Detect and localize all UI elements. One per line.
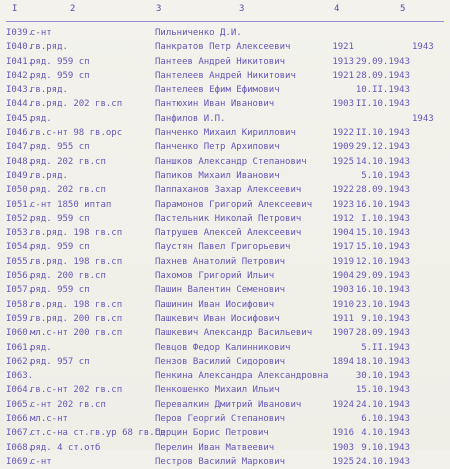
record-name: Панченко Михаил Кириллович xyxy=(155,128,296,139)
record-name: Пашкевич Иван Иосифович xyxy=(155,313,280,324)
record-death-date: 5.II.1943 xyxy=(361,342,410,353)
record-death-date: 12.10.1943 xyxy=(355,256,410,267)
record-row xyxy=(0,83,450,97)
record-row xyxy=(0,240,450,254)
record-number: I057. xyxy=(6,285,34,296)
record-death-date: 5.10.1943 xyxy=(361,170,410,181)
record-number: I046. xyxy=(6,128,34,139)
record-birth-year: 1925 xyxy=(332,156,354,167)
record-row xyxy=(0,312,450,326)
header-rule xyxy=(6,21,444,22)
record-rank-unit: мл.с-нт 200 гв.сп xyxy=(30,328,123,339)
record-number: I058. xyxy=(6,299,34,310)
record-birth-year: 1917 xyxy=(332,242,354,253)
record-number: I041. xyxy=(6,56,34,67)
record-number: I069. xyxy=(6,456,34,467)
record-name: Перелин Иван Матвеевич xyxy=(155,442,275,453)
record-death-date: I.10.1943 xyxy=(361,213,410,224)
record-name: Пантелеев Ефим Ефимович xyxy=(155,85,280,96)
record-row xyxy=(0,198,450,212)
record-rank-unit: гв.ряд. 200 гв.сп xyxy=(30,313,123,324)
record-birth-year: 1916 xyxy=(332,428,354,439)
record-rank-unit: гв.ряд. 198 гв.сп xyxy=(30,299,123,310)
record-death-date: 9.10.1943 xyxy=(361,442,410,453)
column-header-5: 5 xyxy=(400,4,406,14)
record-name: Панфилов И.П. xyxy=(155,113,226,124)
record-number: I042. xyxy=(6,70,34,81)
record-number: I068. xyxy=(6,442,34,453)
record-name: Перевалкин Дмитрий Иванович xyxy=(155,399,302,410)
record-birth-year: 1919 xyxy=(332,256,354,267)
record-name: Пахнев Анатолий Петрович xyxy=(155,256,286,267)
record-rank-unit: гв.с-нт 202 гв.сп xyxy=(30,385,123,396)
record-row xyxy=(0,412,450,426)
record-rank-unit: ряд. xyxy=(30,113,52,124)
record-death-date: 30.10.1943 xyxy=(355,371,410,382)
record-rank-unit: ряд. 202 гв.сп xyxy=(30,185,106,196)
record-extra-year: 1943 xyxy=(412,42,434,53)
record-birth-year: 1912 xyxy=(332,213,354,224)
record-death-date: 29.12.1943 xyxy=(355,142,410,153)
record-number: I059. xyxy=(6,313,34,324)
record-number: I049. xyxy=(6,170,34,181)
record-name: Папиков Михаил Иванович xyxy=(155,170,280,181)
record-birth-year: 1909 xyxy=(332,142,354,153)
record-rank-unit: ряд. 959 сп xyxy=(30,285,90,296)
record-name: Пастельник Николай Петрович xyxy=(155,213,302,224)
records-list xyxy=(0,26,450,469)
record-rank-unit: гв.ряд. 198 гв.сп xyxy=(30,228,123,239)
record-death-date: 4.10.1943 xyxy=(361,428,410,439)
record-birth-year: 1911 xyxy=(332,313,354,324)
column-header-2: 2 xyxy=(70,4,76,14)
record-rank-unit: ряд. 4 ст.отб xyxy=(30,442,101,453)
record-birth-year: 1910 xyxy=(332,299,354,310)
record-extra-year: 1943 xyxy=(412,113,434,124)
record-death-date: 10.II.1943 xyxy=(355,85,410,96)
record-name: Пашин Валентин Семенович xyxy=(155,285,286,296)
record-row xyxy=(0,398,450,412)
record-birth-year: 1903 xyxy=(332,99,354,110)
column-header-row xyxy=(0,4,450,18)
record-row xyxy=(0,155,450,169)
record-name: Панченко Петр Архипович xyxy=(155,142,280,153)
record-number: I047. xyxy=(6,142,34,153)
record-death-date: 16.10.1943 xyxy=(355,285,410,296)
record-number: I067. xyxy=(6,428,34,439)
record-number: I051. xyxy=(6,199,34,210)
record-row xyxy=(0,126,450,140)
record-birth-year: 1913 xyxy=(332,56,354,67)
record-row xyxy=(0,426,450,440)
record-name: Пензов Василий Сидорович xyxy=(155,356,286,367)
record-birth-year: 1921 xyxy=(332,70,354,81)
record-row xyxy=(0,212,450,226)
record-rank-unit: ряд. 959 сп xyxy=(30,70,90,81)
record-death-date: 29.09.1943 xyxy=(355,271,410,282)
record-rank-unit: ряд. 959 сп xyxy=(30,213,90,224)
record-rank-unit: гв.с-нт 98 гв.орс xyxy=(30,128,123,139)
record-birth-year: 1924 xyxy=(332,399,354,410)
record-death-date: 24.10.1943 xyxy=(355,456,410,467)
record-rank-unit: с-нт xyxy=(30,456,52,467)
record-name: Пашинин Иван Иосифович xyxy=(155,299,275,310)
record-row xyxy=(0,269,450,283)
record-name: Пестров Василий Маркович xyxy=(155,456,286,467)
record-birth-year: 1925 xyxy=(332,456,354,467)
record-death-date: 28.09.1943 xyxy=(355,328,410,339)
record-rank-unit: ряд. 202 гв.сп xyxy=(30,156,106,167)
record-number: I061. xyxy=(6,342,34,353)
record-birth-year: 1903 xyxy=(332,285,354,296)
record-name: Певцов Федор Калинникович xyxy=(155,342,291,353)
record-row xyxy=(0,112,450,126)
record-birth-year: 1903 xyxy=(332,442,354,453)
record-death-date: 23.10.1943 xyxy=(355,299,410,310)
record-rank-unit: гв.ряд. 202 гв.сп xyxy=(30,99,123,110)
record-name: Пантюхин Иван Иванович xyxy=(155,99,275,110)
record-rank-unit: гв.ряд. xyxy=(30,85,68,96)
record-name: Пашкевич Александр Васильевич xyxy=(155,328,313,339)
column-header-1: I xyxy=(12,4,18,14)
record-row xyxy=(0,341,450,355)
record-death-date: 28.09.1943 xyxy=(355,70,410,81)
record-number: I065. xyxy=(6,399,34,410)
record-death-date: 29.09.1943 xyxy=(355,56,410,67)
record-number: I054. xyxy=(6,242,34,253)
record-name: Пильниченко Д.И. xyxy=(155,28,242,38)
record-death-date: 15.10.1943 xyxy=(355,242,410,253)
record-death-date: 9.10.1943 xyxy=(361,313,410,324)
record-death-date: 15.10.1943 xyxy=(355,228,410,239)
record-name: Пантелеев Андрей Никитович xyxy=(155,70,296,81)
record-row xyxy=(0,97,450,111)
record-row xyxy=(0,183,450,197)
record-number: I044. xyxy=(6,99,34,110)
record-number: I045. xyxy=(6,113,34,124)
record-death-date: 24.10.1943 xyxy=(355,399,410,410)
record-rank-unit: гв.ряд. xyxy=(30,42,68,53)
record-rank-unit: мл.с-нт xyxy=(30,414,68,425)
record-name: Парамонов Григорий Алексеевич xyxy=(155,199,313,210)
record-number: I050. xyxy=(6,185,34,196)
record-row xyxy=(0,226,450,240)
column-header-3b: 3 xyxy=(239,4,245,14)
record-row xyxy=(0,169,450,183)
column-header-4: 4 xyxy=(334,4,340,14)
record-number: I053. xyxy=(6,228,34,239)
record-birth-year: 1904 xyxy=(332,228,354,239)
record-name: Патрушев Алексей Алексеевич xyxy=(155,228,302,239)
record-rank-unit: с-нт 1850 иптап xyxy=(30,199,112,210)
record-death-date: 6.10.1943 xyxy=(361,414,410,425)
record-row xyxy=(0,283,450,297)
record-name: Паустян Павел Григорьевич xyxy=(155,242,291,253)
record-number: I056. xyxy=(6,271,34,282)
record-number: I060. xyxy=(6,328,34,339)
record-birth-year: 1922 xyxy=(332,128,354,139)
record-birth-year: 1894 xyxy=(332,356,354,367)
record-name: Паппаханов Захар Алексеевич xyxy=(155,185,302,196)
record-birth-year: 1907 xyxy=(332,328,354,339)
record-row xyxy=(0,55,450,69)
record-number: I063. xyxy=(6,371,34,382)
record-rank-unit: с-нт 202 гв.сп xyxy=(30,399,106,410)
record-death-date: 14.10.1943 xyxy=(355,156,410,167)
record-name: Пенкина Александра Александровна xyxy=(155,371,329,382)
record-row xyxy=(0,455,450,469)
record-birth-year: 1922 xyxy=(332,185,354,196)
record-name: Панкратов Петр Алексеевич xyxy=(155,42,291,53)
record-death-date: II.10.1943 xyxy=(355,99,410,110)
record-row xyxy=(0,383,450,397)
record-name: Перов Георгий Степанович xyxy=(155,414,286,425)
record-rank-unit: ряд. 200 гв.сп xyxy=(30,271,106,282)
record-number: I040. xyxy=(6,42,34,53)
record-death-date: II.10.1943 xyxy=(355,128,410,139)
record-rank-unit: ряд. 955 сп xyxy=(30,142,90,153)
record-rank-unit: гв.ряд. 198 гв.сп xyxy=(30,256,123,267)
record-rank-unit: ст.с-на ст.гв.ур 68 гв.сд xyxy=(30,428,166,439)
record-name: Пантеев Андрей Никитович xyxy=(155,56,286,67)
record-name: Паншков Александр Степанович xyxy=(155,156,307,167)
record-row xyxy=(0,26,450,40)
record-number: I064. xyxy=(6,385,34,396)
record-birth-year: 1904 xyxy=(332,271,354,282)
record-number: I066. xyxy=(6,414,34,425)
record-death-date: 15.10.1943 xyxy=(355,385,410,396)
record-rank-unit: ряд. 959 сп xyxy=(30,56,90,67)
record-birth-year: 1923 xyxy=(332,199,354,210)
record-rank-unit: с-нт xyxy=(30,28,52,38)
record-death-date: 18.10.1943 xyxy=(355,356,410,367)
record-name: Пахомов Григорий Ильич xyxy=(155,271,275,282)
record-row xyxy=(0,255,450,269)
record-row xyxy=(0,369,450,383)
record-rank-unit: гв.ряд. xyxy=(30,170,68,181)
record-name: Перцин Борис Петрович xyxy=(155,428,269,439)
record-rank-unit: ряд. 959 сп xyxy=(30,242,90,253)
record-row xyxy=(0,326,450,340)
record-number: I055. xyxy=(6,256,34,267)
record-rank-unit: ряд. 957 сп xyxy=(30,356,90,367)
record-death-date: 28.09.1943 xyxy=(355,185,410,196)
record-row xyxy=(0,298,450,312)
record-number: I048. xyxy=(6,156,34,167)
record-row xyxy=(0,441,450,455)
record-row xyxy=(0,40,450,54)
record-number: I062. xyxy=(6,356,34,367)
record-death-date: 16.10.1943 xyxy=(355,199,410,210)
record-row xyxy=(0,355,450,369)
record-rank-unit: ряд. xyxy=(30,342,52,353)
column-header-3a: 3 xyxy=(156,4,162,14)
record-number: I039. xyxy=(6,28,34,38)
record-birth-year: 1921 xyxy=(332,42,354,53)
record-number: I043. xyxy=(6,85,34,96)
record-number: I052. xyxy=(6,213,34,224)
record-row xyxy=(0,140,450,154)
record-row xyxy=(0,69,450,83)
record-name: Пенкошенко Михаил Ильич xyxy=(155,385,280,396)
